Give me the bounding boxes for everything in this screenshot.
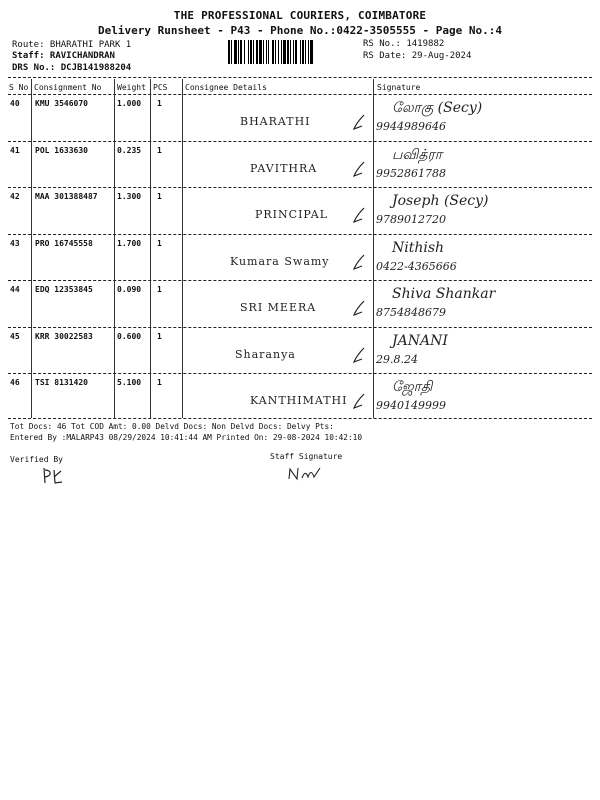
column-divider (8, 94, 592, 95)
header-divider (8, 77, 592, 78)
row-consignment: EDQ 12353845 (35, 285, 93, 294)
barcode-bar (266, 40, 267, 64)
barcode-bar (290, 40, 291, 64)
row-consignee: Kumara Swamy (230, 254, 330, 268)
col-header-pcs: PCS (153, 83, 168, 92)
barcode-bar (259, 40, 262, 64)
col-header-details: Consignee Details (185, 83, 267, 92)
barcode-bar (308, 40, 309, 64)
barcode-bar (253, 40, 254, 64)
delivery-tick-mark (352, 299, 366, 317)
row-signature-name: Shiva Shankar (392, 286, 496, 302)
barcode-bar (302, 40, 304, 64)
row-consignment: KMU 3546070 (35, 99, 88, 108)
drs-number: DRS No.: DCJB141988204 (12, 63, 132, 73)
row-pcs: 1 (157, 285, 162, 294)
column-line (373, 79, 374, 418)
row-signature-phone: 9944989646 (376, 120, 446, 133)
barcode-bar (248, 40, 249, 64)
company-title: THE PROFESSIONAL COURIERS, COIMBATORE (173, 9, 427, 22)
row-divider (8, 141, 592, 142)
col-header-weight: Weight (117, 83, 146, 92)
row-signature-phone: 9940149999 (376, 399, 446, 412)
staff-signature-mark (286, 463, 326, 483)
row-weight: 1.300 (117, 192, 142, 201)
row-signature-name: லோகு (Secy) (392, 100, 483, 116)
barcode-bar (228, 40, 230, 64)
row-consignee: PAVITHRA (250, 161, 318, 175)
column-line (150, 79, 151, 418)
row-divider (8, 187, 592, 188)
row-consignment: TSI 8131420 (35, 378, 88, 387)
col-header-signature: Signature (377, 83, 421, 92)
row-pcs: 1 (157, 145, 162, 155)
row-pcs: 1 (157, 378, 162, 387)
barcode-bar (281, 40, 282, 64)
row-sno: 41 (10, 145, 20, 155)
column-line (182, 79, 183, 418)
barcode-bar (231, 40, 232, 64)
row-sno: 40 (10, 99, 20, 108)
row-weight: 5.100 (117, 378, 142, 387)
row-consignee: KANTHIMATHI (250, 394, 348, 407)
row-signature-name: ஜோதி (392, 379, 433, 395)
delivery-tick-mark (352, 113, 366, 131)
row-weight: 0.600 (117, 331, 142, 341)
row-signature-phone: 9952861788 (376, 166, 446, 180)
row-signature-phone: 29.8.24 (376, 352, 418, 366)
barcode-bar (305, 40, 306, 64)
barcode-bar (295, 40, 297, 64)
row-pcs: 1 (157, 192, 162, 201)
barcode-bar (234, 40, 237, 64)
row-consignee: SRI MEERA (240, 301, 317, 314)
rs-date: RS Date: 29-Aug-2024 (363, 51, 472, 61)
row-divider (8, 373, 592, 374)
delivery-tick-mark (352, 160, 366, 178)
row-signature-name: Joseph (Secy) (392, 193, 489, 209)
row-divider (8, 280, 592, 281)
delivery-tick-mark (352, 206, 366, 224)
barcode-bar (293, 40, 294, 64)
staff-label: Staff: RAVICHANDRAN (12, 51, 115, 61)
row-consignment: MAA 301388487 (35, 192, 98, 201)
column-line (31, 79, 32, 418)
totals-line: Tot Docs: 46 Tot COD Amt: 0.00 Delvd Docs: Non Delvd Docs: Delvy Pts: (10, 422, 334, 431)
row-sno: 44 (10, 285, 20, 294)
row-divider (8, 234, 592, 235)
row-signature-name: Nithish (392, 239, 445, 256)
entered-by-line: Entered By :MALARP43 08/29/2024 10:41:44 AM Printed On: 29-08-2024 10:42:10 (10, 433, 363, 442)
row-sno: 43 (10, 238, 20, 248)
row-consignee: PRINCIPAL (255, 208, 329, 221)
barcode-bar (250, 40, 252, 64)
delivery-tick-mark (352, 346, 366, 364)
barcode-bar (310, 40, 313, 64)
barcode-bar (244, 40, 245, 64)
delivery-tick-mark (352, 392, 366, 410)
barcode-bar (300, 40, 301, 64)
row-weight: 1.000 (117, 99, 142, 108)
column-line (114, 79, 115, 418)
barcode-bar (283, 40, 286, 64)
route-label: Route: BHARATHI PARK 1 (12, 40, 132, 50)
row-pcs: 1 (157, 331, 162, 341)
barcode-bar (263, 40, 264, 64)
row-divider (8, 327, 592, 328)
barcode-bar (272, 40, 274, 64)
barcode-bar (268, 40, 269, 64)
row-signature-phone: 8754848679 (376, 306, 446, 319)
table-bottom-divider (8, 418, 592, 419)
row-consignee: BHARATHI (240, 115, 311, 128)
row-consignee: Sharanya (235, 347, 296, 361)
row-pcs: 1 (157, 99, 162, 108)
row-weight: 0.090 (117, 285, 142, 294)
delivery-tick-mark (352, 253, 366, 271)
row-sno: 45 (10, 331, 20, 341)
barcode-bar (287, 40, 289, 64)
rs-number: RS No.: 1419882 (363, 39, 445, 49)
row-signature-phone: 9789012720 (376, 213, 446, 226)
barcode-bar (278, 40, 279, 64)
barcode-bar (256, 40, 258, 64)
row-sno: 46 (10, 378, 20, 387)
runsheet-subtitle: Delivery Runsheet - P43 - Phone No.:0422-3505555 - Page No.:4 (98, 24, 502, 37)
staff-signature-label: Staff Signature (270, 452, 343, 461)
row-signature-phone: 0422-4365666 (376, 259, 457, 273)
barcode-image (228, 40, 356, 64)
row-signature-name: JANANI (392, 332, 448, 349)
row-weight: 0.235 (117, 145, 142, 155)
row-weight: 1.700 (117, 238, 142, 248)
row-consignment: PRO 16745558 (35, 238, 93, 248)
row-sno: 42 (10, 192, 20, 201)
barcode-bar (238, 40, 239, 64)
col-header-consignment: Consignment No (34, 83, 102, 92)
barcode-bar (240, 40, 242, 64)
barcode-bar (275, 40, 276, 64)
row-consignment: POL 1633630 (35, 145, 88, 155)
row-pcs: 1 (157, 238, 162, 248)
row-signature-name: பவித்ரா (392, 146, 443, 163)
col-header-sno: S No (9, 83, 29, 92)
verifier-signature-mark (40, 466, 66, 486)
row-consignment: KRR 30022583 (35, 331, 93, 341)
verified-by-label: Verified By (10, 455, 63, 464)
